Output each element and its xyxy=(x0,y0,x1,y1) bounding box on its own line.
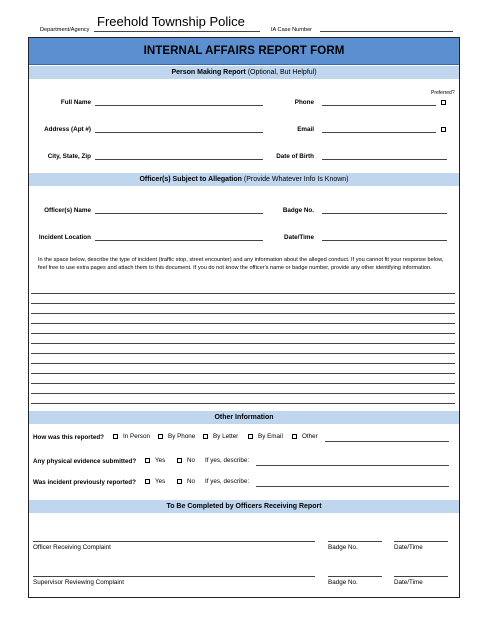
option-other-label: Other xyxy=(302,433,318,440)
how-reported-question: How was this reported? xyxy=(33,434,105,441)
other-method-field[interactable] xyxy=(325,441,449,442)
checkbox-icon[interactable] xyxy=(145,479,150,484)
officer-name-label: Officer(s) Name xyxy=(44,207,91,214)
officers-receiving-band xyxy=(29,500,459,513)
phone-label: Phone xyxy=(294,99,314,106)
previous-describe-field[interactable] xyxy=(256,486,449,487)
narrative-line[interactable] xyxy=(31,353,455,354)
checkbox-icon[interactable] xyxy=(158,434,163,439)
supervisor-date-field[interactable] xyxy=(394,576,448,577)
narrative-line[interactable] xyxy=(31,323,455,324)
previously-reported-question: Was incident previously reported? xyxy=(33,479,136,486)
checkbox-icon[interactable] xyxy=(248,434,253,439)
evidence-no[interactable] xyxy=(177,457,195,464)
date-time-label: Date/Time xyxy=(284,234,314,241)
previous-no-label: No xyxy=(187,478,196,485)
department-label: Department/Agency xyxy=(40,27,90,33)
phone-preferred-checkbox[interactable] xyxy=(441,100,446,105)
previous-yes-label: Yes xyxy=(155,478,166,485)
address-label: Address (Apt #) xyxy=(44,126,91,133)
narrative-line[interactable] xyxy=(31,343,455,344)
supervisor-label: Supervisor Reviewing Complaint xyxy=(33,579,124,586)
case-number-label: IA Case Number xyxy=(271,27,313,33)
supervisor-badge-label: Badge No. xyxy=(328,579,358,586)
option-by-letter[interactable] xyxy=(203,433,238,440)
evidence-no-label: No xyxy=(187,457,196,464)
option-by-phone-label: By Phone xyxy=(168,433,196,440)
checkbox-icon[interactable] xyxy=(113,434,118,439)
checkbox-icon[interactable] xyxy=(145,458,150,463)
evidence-yes[interactable] xyxy=(145,457,165,464)
previous-describe-label: If yes, describe: xyxy=(205,478,250,485)
incident-location-label: Incident Location xyxy=(38,234,91,241)
evidence-yes-label: Yes xyxy=(155,457,166,464)
person-section-note-text: (Optional, But Helpful) xyxy=(247,69,317,76)
option-other[interactable] xyxy=(292,433,318,440)
checkbox-icon[interactable] xyxy=(292,434,297,439)
person-section-band xyxy=(29,66,459,79)
person-section-title-text: Person Making Report xyxy=(171,69,246,76)
previous-no[interactable] xyxy=(177,478,195,485)
officer-section-title: Officer(s) Subject to Allegation xyxy=(139,176,242,183)
supervisor-badge-field[interactable] xyxy=(328,576,382,577)
full-name-field[interactable] xyxy=(95,105,263,106)
officer-section-band xyxy=(29,173,459,186)
city-state-zip-field[interactable] xyxy=(95,159,263,160)
phone-field[interactable] xyxy=(322,105,436,106)
officer-receiving-label: Officer Receiving Complaint xyxy=(33,544,111,551)
city-state-zip-label: City, State, Zip xyxy=(47,153,91,160)
narrative-line[interactable] xyxy=(31,403,455,404)
officer-receiving-date-label: Date/Time xyxy=(394,544,423,551)
preferred-label: Preferred? xyxy=(431,90,455,96)
form-frame xyxy=(28,37,460,598)
case-number-field[interactable] xyxy=(320,31,453,32)
narrative-line[interactable] xyxy=(31,333,455,334)
narrative-line[interactable] xyxy=(31,293,455,294)
officer-name-field[interactable] xyxy=(95,213,263,214)
full-name-label: Full Name xyxy=(60,99,91,106)
email-preferred-checkbox[interactable] xyxy=(441,127,446,132)
email-label: Email xyxy=(297,126,314,133)
badge-no-field[interactable] xyxy=(322,213,447,214)
incident-location-field[interactable] xyxy=(95,240,263,241)
option-in-person[interactable] xyxy=(113,433,150,440)
narrative-line[interactable] xyxy=(31,393,455,394)
officer-section-note: (Provide Whatever Info Is Known) xyxy=(243,176,349,183)
option-by-letter-label: By Letter xyxy=(213,433,239,440)
email-field[interactable] xyxy=(322,132,436,133)
officer-receiving-signature-field[interactable] xyxy=(33,541,315,542)
checkbox-icon[interactable] xyxy=(177,479,182,484)
badge-no-label: Badge No. xyxy=(282,207,314,214)
narrative-line[interactable] xyxy=(31,303,455,304)
option-by-email[interactable] xyxy=(248,433,283,440)
officers-receiving-title: To Be Completed by Officers Receiving Report xyxy=(166,503,322,510)
physical-evidence-question: Any physical evidence submitted? xyxy=(33,458,137,465)
evidence-describe-field[interactable] xyxy=(256,465,449,466)
option-in-person-label: In Person xyxy=(123,433,150,440)
address-field[interactable] xyxy=(95,132,263,133)
incident-description-instructions: In the space below, describe the type of incident (traffic stop, street encounter) and any information about the alleged conduct. If you cannot fit your response below, feel free to use extra pages and attach them to this document. If you do not know the officer's name or badge number, provide any other identifying information. xyxy=(38,257,444,272)
previous-yes[interactable] xyxy=(145,478,165,485)
checkbox-icon[interactable] xyxy=(203,434,208,439)
narrative-line[interactable] xyxy=(31,313,455,314)
dob-field[interactable] xyxy=(322,159,447,160)
option-by-email-label: By Email xyxy=(258,433,283,440)
narrative-line[interactable] xyxy=(31,373,455,374)
narrative-line[interactable] xyxy=(31,363,455,364)
dob-label: Date of Birth xyxy=(276,153,314,160)
form-title: INTERNAL AFFAIRS REPORT FORM xyxy=(143,45,345,57)
option-by-phone[interactable] xyxy=(158,433,195,440)
officer-receiving-badge-field[interactable] xyxy=(328,541,382,542)
officer-receiving-badge-label: Badge No. xyxy=(328,544,358,551)
officer-receiving-date-field[interactable] xyxy=(394,541,448,542)
evidence-describe-label: If yes, describe: xyxy=(205,457,250,464)
department-value[interactable]: Freehold Township Police xyxy=(97,14,245,29)
department-line xyxy=(94,31,260,32)
date-time-field[interactable] xyxy=(322,240,447,241)
other-info-band xyxy=(29,411,459,424)
supervisor-date-label: Date/Time xyxy=(394,579,423,586)
checkbox-icon[interactable] xyxy=(177,458,182,463)
supervisor-signature-field[interactable] xyxy=(33,576,315,577)
other-info-title: Other Information xyxy=(214,414,274,421)
form-title-band xyxy=(29,38,459,65)
narrative-line[interactable] xyxy=(31,383,455,384)
